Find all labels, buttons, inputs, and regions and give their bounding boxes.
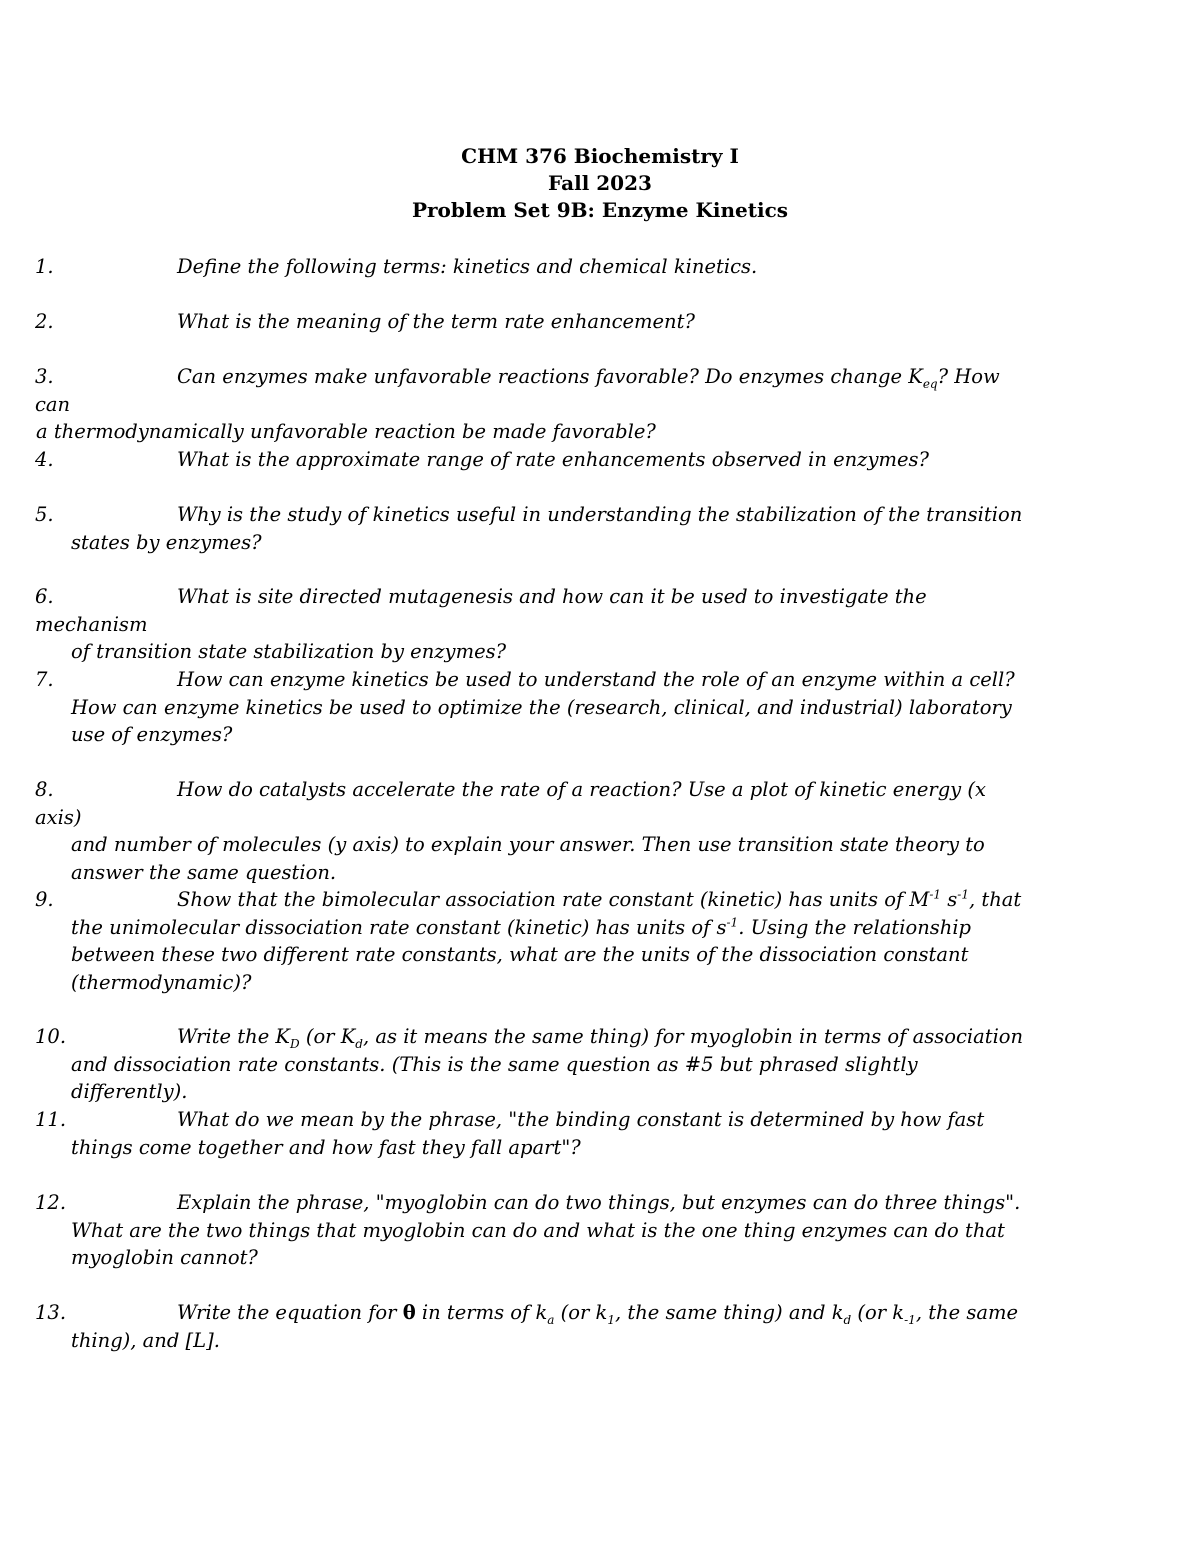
question-text-continued: and number of molecules (y axis) to explain your answer. Then use transition state theory to [71, 833, 985, 856]
question-number: 3. [35, 365, 54, 388]
subscript: -1 [904, 1312, 916, 1327]
question-text: in terms of k [415, 1301, 548, 1324]
question-text-continued: use of enzymes? [71, 723, 233, 746]
question-text: What is site directed mutagenesis and how can it be used to investigate the mechanism [35, 585, 927, 636]
question-text-continued: . Using the relationship [738, 915, 972, 939]
question-text: What is the meaning of the term rate enhancement? [177, 310, 695, 333]
question-text: Define the following terms: kinetics and chemical kinetics. [177, 255, 758, 278]
question-text: (or K [299, 1025, 356, 1048]
question-text: (or k [554, 1301, 608, 1324]
question-text: What is the approximate range of rate enhancements observed in enzymes? [177, 448, 929, 471]
question-text-continued: (thermodynamic)? [71, 970, 252, 994]
question-number: 13. [35, 1301, 67, 1324]
question-9 [35, 886, 1035, 996]
question-text: , the same [915, 1301, 1019, 1324]
subscript: a [547, 1312, 555, 1327]
question-text: Show that the bimolecular association rate constant (kinetic) has units of M [177, 888, 930, 911]
subscript: 1 [607, 1312, 615, 1327]
problem-set-title: Problem Set 9B: Enzyme Kinetics [411, 198, 788, 222]
question-text: s [941, 888, 958, 911]
question-text: Can enzymes make unfavorable reactions favorable? Do enzymes change K [177, 365, 923, 388]
superscript: -1 [929, 887, 942, 902]
question-1 [35, 253, 1035, 281]
question-13 [35, 1299, 1035, 1354]
question-number: 8. [35, 778, 54, 801]
question-number: 12. [35, 1191, 67, 1214]
question-text-continued: between these two different rate constants, what are the units of the dissociation constant [71, 943, 969, 966]
question-number: 1. [35, 255, 54, 278]
question-text-continued: answer the same question. [71, 860, 337, 884]
question-text: How do catalysts accelerate the rate of a reaction? Use a plot of kinetic energy (x axis) [35, 778, 987, 829]
question-text: Write the K [177, 1025, 291, 1048]
question-number: 9. [35, 888, 54, 911]
question-text: ? How can [35, 365, 1000, 416]
question-text-continued: states by enzymes? [71, 530, 262, 554]
document-header [0, 143, 1200, 224]
subscript: d [355, 1036, 363, 1051]
question-7 [35, 666, 1035, 749]
question-text-continued: the unimolecular dissociation rate constant (kinetic) has units of s [71, 915, 727, 939]
question-text-continued: myoglobin cannot? [71, 1246, 258, 1269]
question-5 [35, 501, 1035, 556]
question-text-continued: What are the two things that myoglobin can do and what is the one thing enzymes can do that [71, 1218, 1005, 1242]
question-3 [35, 363, 1035, 446]
question-text-continued: How can enzyme kinetics be used to optimize the (research, clinical, and industrial) laboratory [71, 695, 1012, 719]
superscript: -1 [726, 915, 739, 929]
question-12 [35, 1189, 1035, 1272]
question-text: , that [968, 888, 1022, 911]
subscript: D [290, 1036, 300, 1051]
term: Fall 2023 [548, 171, 652, 195]
question-text: Explain the phrase, "myoglobin can do two things, but enzymes can do three things". [177, 1191, 1021, 1214]
question-11 [35, 1106, 1035, 1161]
question-10 [35, 1023, 1035, 1106]
question-text-continued: things come together and how fast they fall apart"? [71, 1135, 581, 1159]
course-title: CHM 376 Biochemistry I [461, 144, 739, 168]
question-number: 7. [35, 668, 54, 691]
question-text: (or k [851, 1301, 905, 1324]
subscript: eq [922, 376, 938, 391]
question-number: 6. [35, 585, 54, 608]
question-text-continued: thing), and [L]. [71, 1328, 220, 1352]
superscript: -1 [957, 887, 969, 902]
subscript: d [843, 1312, 852, 1327]
question-text: Write the equation for [177, 1301, 403, 1324]
question-text: , the same thing) and k [614, 1301, 844, 1324]
question-4 [35, 446, 1035, 474]
question-text: Why is the study of kinetics useful in understanding the stabilization of the transition [177, 503, 1023, 526]
question-number: 4. [35, 448, 54, 471]
question-number: 10. [35, 1025, 67, 1048]
question-text: What do we mean by the phrase, "the binding constant is determined by how fast [177, 1108, 985, 1131]
question-text-continued: a thermodynamically unfavorable reaction be made favorable? [36, 420, 656, 443]
question-8 [35, 776, 1035, 886]
question-number: 5. [35, 503, 54, 526]
question-6 [35, 583, 1035, 666]
question-number: 2. [35, 310, 54, 333]
theta-symbol: θ [402, 1301, 416, 1324]
question-text: , as it means the same thing) for myoglobin in terms of association [362, 1025, 1024, 1048]
question-number: 11. [35, 1108, 67, 1131]
question-2 [35, 308, 1035, 336]
question-text-continued: of transition state stabilization by enzymes? [71, 640, 507, 663]
question-text: How can enzyme kinetics be used to understand the role of an enzyme within a cell? [177, 668, 1015, 691]
question-text-continued: and dissociation rate constants. (This is the same question as #5 but phrased slightly differently). [71, 1052, 918, 1103]
